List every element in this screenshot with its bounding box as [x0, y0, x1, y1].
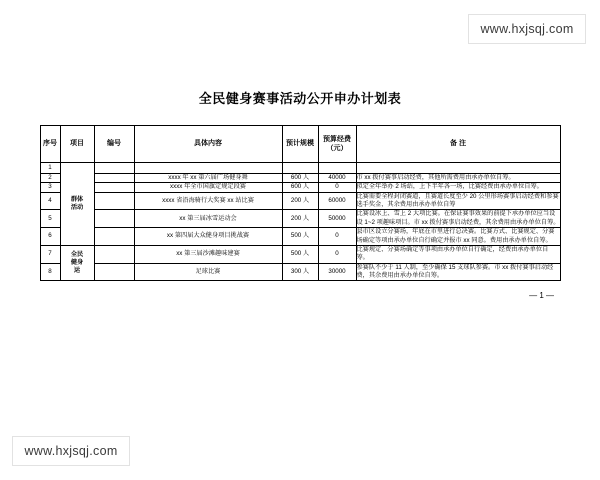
column-header-item: 项目 — [60, 126, 94, 163]
column-header-note: 备 注 — [356, 126, 560, 163]
watermark-top-right: www.hxjsqj.com — [468, 14, 586, 44]
cell-content: xx 第四届大众健身项目挑战赛 — [134, 228, 282, 246]
cell-note: 拟定全年举办 2 场站，上下半年各一场，比赛经费由承办单位自筹。 — [356, 183, 560, 192]
table-row — [40, 245, 560, 263]
cell-seq: 3 — [40, 183, 60, 192]
cell-scale: 600 人 — [282, 183, 318, 192]
cell-content: xx 第三届冰雪运动会 — [134, 210, 282, 228]
column-header-code: 编号 — [94, 126, 134, 163]
document-page — [0, 56, 600, 480]
column-header-scale: 预计规模 — [282, 126, 318, 163]
cell-content: 足球比赛 — [134, 263, 282, 281]
cell-seq: 7 — [40, 245, 60, 263]
column-header-content: 具体内容 — [134, 126, 282, 163]
cell-budget — [318, 163, 356, 174]
cell-code — [94, 192, 134, 210]
cell-budget: 50000 — [318, 210, 356, 228]
page-title: 全民健身赛事活动公开申办计划表 — [198, 91, 402, 106]
cell-note: 比赛需要全程封闭赛道，且赛道长度至少 20 公里形场赛事启动经费和参赛选手奖金，其余费用由承办单位自筹 — [356, 192, 559, 209]
cell-content — [134, 163, 282, 174]
cell-seq: 8 — [40, 263, 60, 281]
cell-code — [94, 228, 134, 246]
cell-code — [94, 163, 134, 174]
cell-note: 县市区设立分赛场，年底在市里进行总决赛。比赛方式、比赛规定、分赛场确定等项由承办单位自行确定并报市 xx 同意。费用由承办单位自筹。 — [356, 228, 560, 246]
cell-scale: 600 人 — [282, 174, 318, 183]
cell-budget: 40000 — [318, 174, 356, 183]
cell-content: xxxx 省沿海骑行大奖赛 xx 站比赛 — [134, 192, 282, 210]
cell-scale: 500 人 — [282, 245, 318, 263]
table-row — [40, 163, 560, 174]
cell-code — [94, 210, 134, 228]
cell-note: 参赛队不少于 11 人制，至少确保 15 支球队参赛。市 xx 拨付赛事启动经费，其余费用由承办单位自筹。 — [356, 263, 560, 281]
table-header-row — [40, 126, 560, 163]
cell-code — [94, 263, 134, 281]
cell-code — [94, 183, 134, 192]
group-label-fitness: 全民健身运 — [70, 251, 84, 274]
cell-code — [94, 174, 134, 183]
cell-seq: 2 — [40, 174, 60, 183]
cell-seq: 6 — [40, 228, 60, 246]
cell-note: 市 xx 拨付赛事启动经费，其他所需费用由承办单位自筹。 — [356, 174, 560, 183]
cell-note: 比赛规定、分赛场确定等事项由承办单位自行确定，经费由承办单位自筹。 — [356, 245, 560, 263]
table-row — [40, 228, 560, 246]
column-header-budget: 预算经费（元） — [318, 126, 356, 163]
column-header-seq: 序号 — [40, 126, 60, 163]
cell-budget: 30000 — [318, 263, 356, 281]
cell-content: xxxx 年 xx 第六届广场健身舞 — [134, 174, 282, 183]
cell-scale — [282, 163, 318, 174]
page-number: — 1 — — [529, 291, 554, 301]
cell-budget: 60000 — [318, 192, 356, 210]
table-row — [40, 210, 560, 228]
cell-scale: 200 人 — [282, 192, 318, 210]
group-label-mass: 群体活动 — [70, 196, 84, 211]
cell-budget: 0 — [318, 228, 356, 246]
cell-seq: 1 — [40, 163, 60, 174]
cell-content: xxxx 年全市国旗定规定段赛 — [134, 183, 282, 192]
table-row — [40, 183, 560, 192]
cell-scale: 200 人 — [282, 210, 318, 228]
cell-item-group-mass — [60, 163, 94, 246]
cell-content: xx 第三届沙滩趣味建赛 — [134, 245, 282, 263]
cell-budget: 0 — [318, 183, 356, 192]
cell-note — [356, 163, 560, 174]
cell-seq: 5 — [40, 210, 60, 228]
table-row — [40, 192, 560, 210]
cell-seq: 4 — [40, 192, 60, 210]
cell-item-group-fitness — [60, 245, 94, 280]
plan-table — [40, 125, 561, 281]
table-row — [40, 263, 560, 281]
cell-code — [94, 245, 134, 263]
cell-note: 比赛设冰上、雪上 2 大项比赛。在保证赛事效果的前提下承办单位应当设设 1~2 项趣味项目。市 xx 拨付赛事启动经费，其余费用由承办单位自筹。 — [356, 210, 560, 226]
cell-scale: 300 人 — [282, 263, 318, 281]
watermark-bottom-left: www.hxjsqj.com — [12, 436, 130, 466]
cell-budget: 0 — [318, 245, 356, 263]
table-row — [40, 174, 560, 183]
cell-scale: 500 人 — [282, 228, 318, 246]
